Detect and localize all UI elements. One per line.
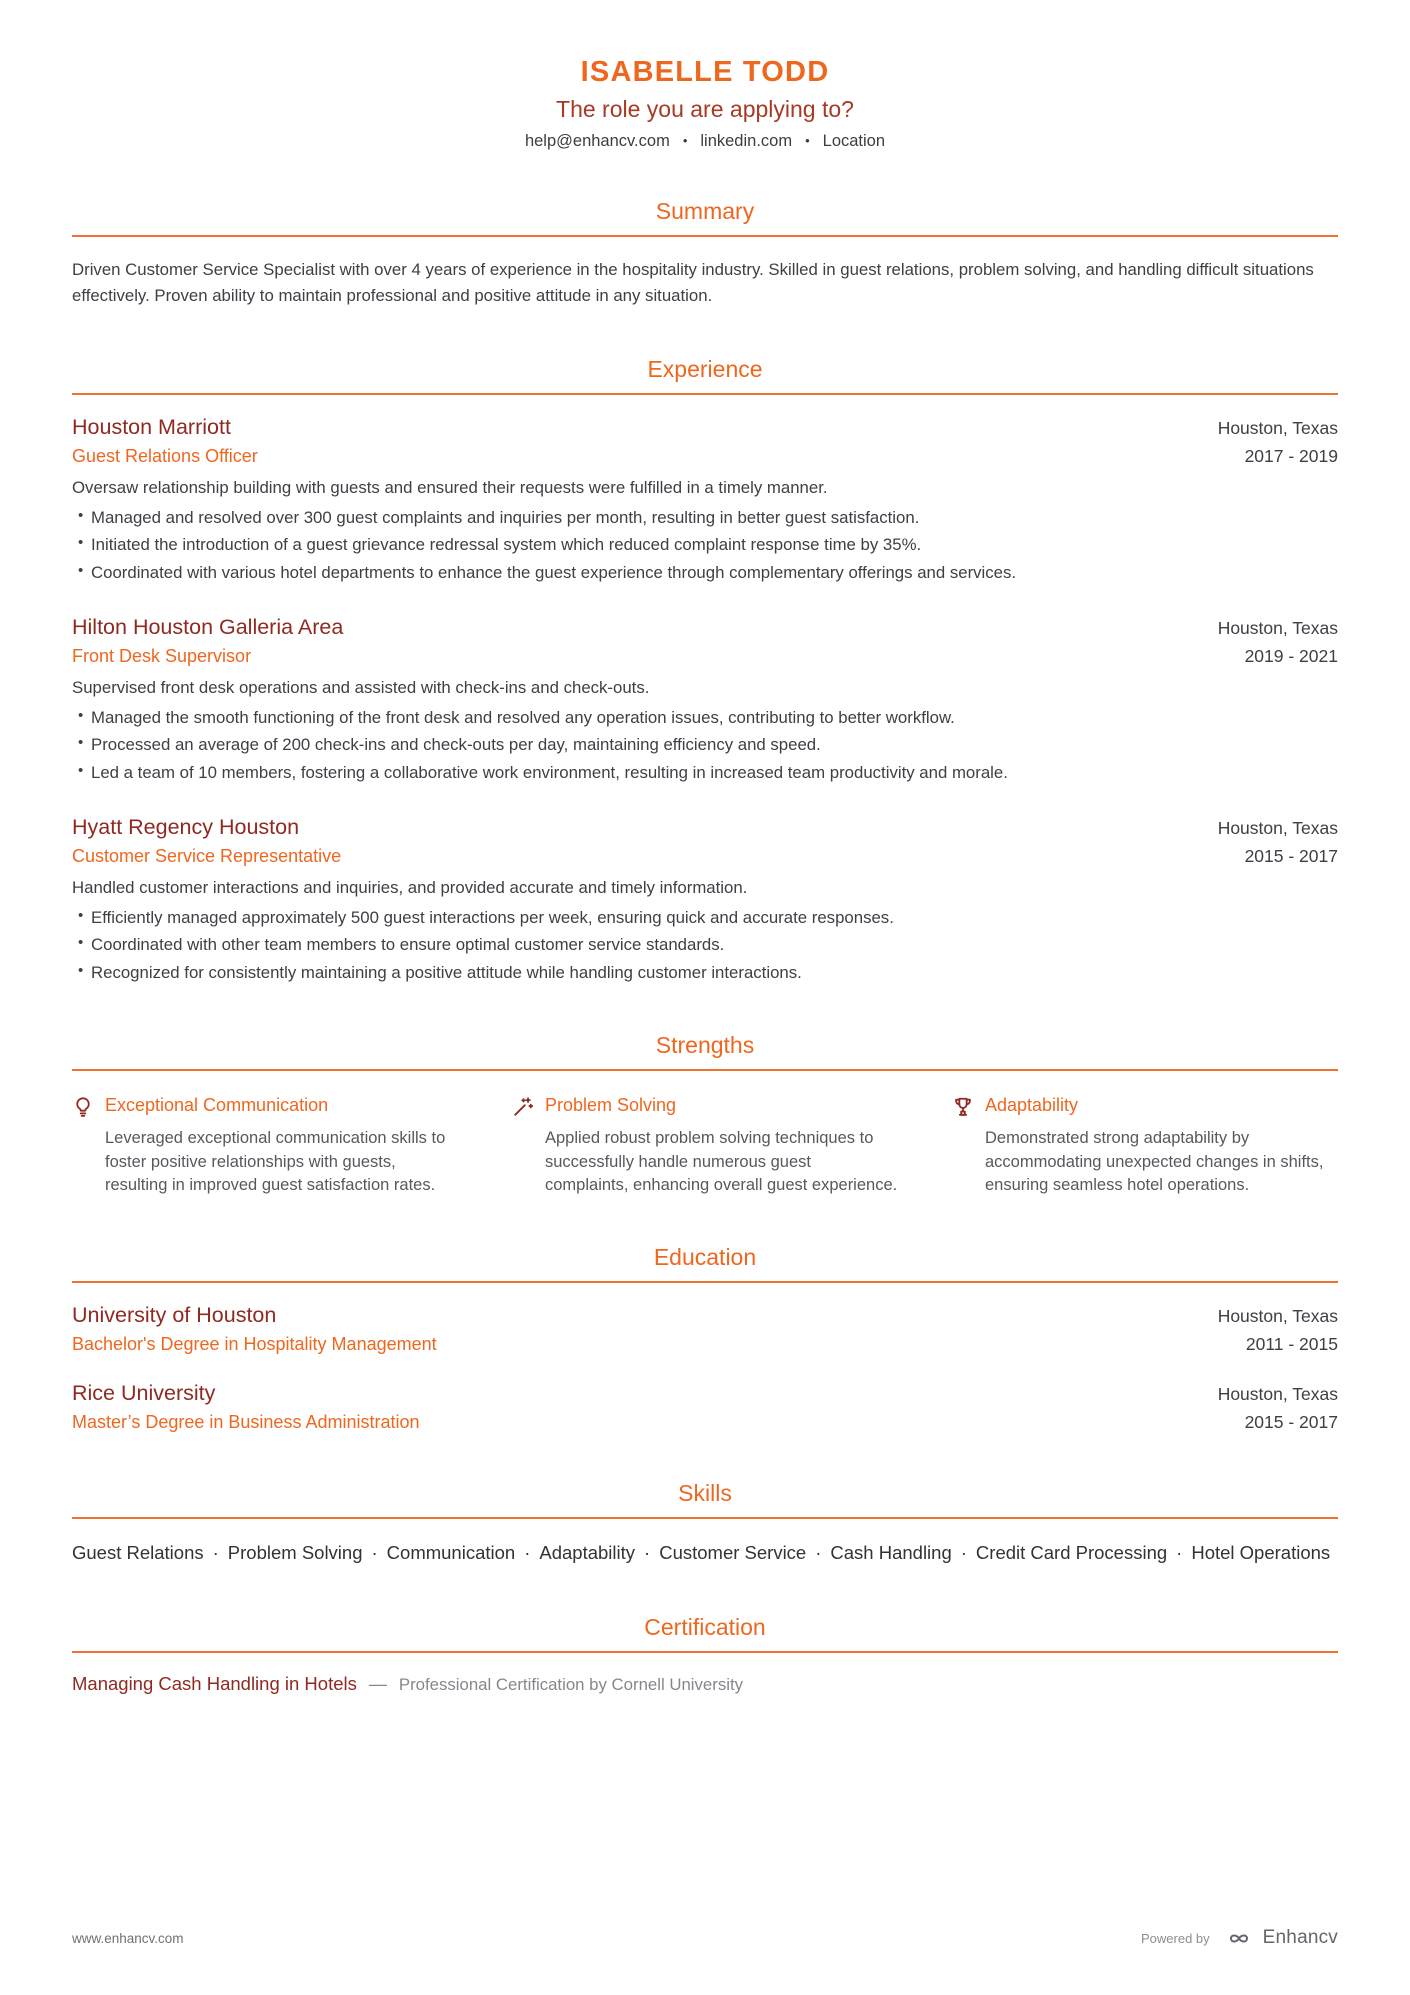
certification-section bbox=[72, 1614, 1338, 1695]
enhancv-brand[interactable] bbox=[1222, 1927, 1338, 1949]
contact-location: • Location bbox=[792, 132, 885, 151]
job-description: Handled customer interactions and inquiries, and provided accurate and timely information. bbox=[72, 878, 748, 898]
strength-item bbox=[952, 1095, 1338, 1197]
job-dates: 2015 - 2017 bbox=[1244, 846, 1338, 867]
school-dates: 2011 - 2015 bbox=[1245, 1334, 1338, 1355]
summary-section bbox=[72, 198, 1338, 309]
contact-line bbox=[72, 132, 1338, 151]
contact-email[interactable]: help@enhancv.com bbox=[524, 132, 670, 150]
job-bullet: • Managed the smooth functioning of the front desk and resolved any operation issues, contributing to better workflow. bbox=[72, 706, 1338, 730]
strength-name: Exceptional Communication bbox=[105, 1095, 329, 1116]
summary-text: Driven Customer Service Specialist with over 4 years of experience in the hospitality industry. Skilled in guest relations, problem solving, and handling difficult situations effectively. Proven ability to maintain professional and positive attitude in any situation. bbox=[72, 260, 1314, 306]
summary-title: Summary bbox=[72, 198, 1338, 237]
strengths-title: Strengths bbox=[72, 1032, 1338, 1071]
job-dates: 2019 - 2021 bbox=[1244, 646, 1338, 667]
certification-title: Certification bbox=[72, 1614, 1338, 1653]
skill-item: · Problem Solving bbox=[204, 1542, 363, 1563]
job-description: Supervised front desk operations and assisted with check-ins and check-outs. bbox=[72, 678, 650, 698]
education-section bbox=[72, 1244, 1338, 1433]
school-dates: 2015 - 2017 bbox=[1244, 1412, 1338, 1433]
job-bullet: • Coordinated with various hotel departments to enhance the guest experience through complementary offerings and services. bbox=[72, 561, 1338, 585]
school-location: Houston, Texas bbox=[1217, 1306, 1338, 1327]
education-entry bbox=[72, 1381, 1338, 1433]
footer-website-link[interactable]: www.enhancv.com bbox=[72, 1930, 184, 1946]
school-name: Rice University bbox=[72, 1381, 216, 1406]
skill-item: · Cash Handling bbox=[806, 1542, 952, 1563]
job-location: Houston, Texas bbox=[1217, 618, 1338, 639]
company-name: Houston Marriott bbox=[72, 415, 231, 440]
skill-item: · Credit Card Processing bbox=[952, 1542, 1167, 1563]
job-location: Houston, Texas bbox=[1217, 418, 1338, 439]
strength-item bbox=[512, 1095, 898, 1197]
skill-item: · Communication bbox=[363, 1542, 516, 1563]
experience-entry bbox=[72, 815, 1338, 985]
skill-item: · Adaptability bbox=[515, 1542, 635, 1563]
skills-title: Skills bbox=[72, 1480, 1338, 1519]
job-bullet: • Coordinated with other team members to ensure optimal customer service standards. bbox=[72, 933, 1338, 957]
skills-list bbox=[72, 1539, 1338, 1567]
candidate-name: ISABELLE TODD bbox=[580, 56, 830, 88]
contact-linkedin[interactable]: • linkedin.com bbox=[670, 132, 792, 151]
role-subtitle: The role you are applying to? bbox=[556, 96, 854, 122]
job-bullet: • Recognized for consistently maintaining a positive attitude while handling customer interactions. bbox=[72, 961, 1338, 985]
education-entry bbox=[72, 1303, 1338, 1355]
degree-name: Master’s Degree in Business Administration bbox=[72, 1412, 420, 1433]
school-location: Houston, Texas bbox=[1217, 1384, 1338, 1405]
resume-header bbox=[72, 0, 1338, 151]
certification-name: Managing Cash Handling in Hotels bbox=[72, 1673, 357, 1695]
skills-section bbox=[72, 1480, 1338, 1567]
education-title: Education bbox=[72, 1244, 1338, 1283]
company-name: Hilton Houston Galleria Area bbox=[72, 615, 344, 640]
skill-item: · Hotel Operations bbox=[1167, 1542, 1330, 1563]
lightbulb-icon bbox=[72, 1096, 94, 1118]
strength-text: Leveraged exceptional communication skills to foster positive relationships with guests, resulting in improved guest satisfaction rates. bbox=[105, 1129, 446, 1194]
trophy-icon bbox=[952, 1096, 974, 1118]
strength-text: Applied robust problem solving techniques to successfully handle numerous guest complaints, enhancing overall guest experience. bbox=[545, 1129, 898, 1194]
strength-name: Problem Solving bbox=[545, 1095, 677, 1116]
job-bullet: • Led a team of 10 members, fostering a collaborative work environment, resulting in increased team productivity and morale. bbox=[72, 761, 1338, 785]
job-bullet: • Managed and resolved over 300 guest complaints and inquiries per month, resulting in better guest satisfaction. bbox=[72, 506, 1338, 530]
job-bullet: • Initiated the introduction of a guest grievance redressal system which reduced complaint response time by 35%. bbox=[72, 533, 1338, 557]
experience-entry bbox=[72, 615, 1338, 785]
job-bullets bbox=[72, 506, 1338, 585]
certification-entry bbox=[72, 1673, 1338, 1695]
degree-name: Bachelor's Degree in Hospitality Management bbox=[72, 1334, 437, 1355]
school-name: University of Houston bbox=[72, 1303, 277, 1328]
page-footer bbox=[0, 1887, 1410, 1995]
experience-entry bbox=[72, 415, 1338, 585]
job-dates: 2017 - 2019 bbox=[1244, 446, 1338, 467]
experience-section bbox=[72, 356, 1338, 985]
job-bullets bbox=[72, 906, 1338, 985]
magic-wand-icon bbox=[512, 1096, 534, 1118]
job-location: Houston, Texas bbox=[1217, 818, 1338, 839]
enhancv-logo-icon bbox=[1222, 1928, 1256, 1949]
job-bullet: • Efficiently managed approximately 500 guest interactions per week, ensuring quick and accurate responses. bbox=[72, 906, 1338, 930]
job-description: Oversaw relationship building with guests and ensured their requests were fulfilled in a timely manner. bbox=[72, 478, 828, 498]
powered-by-label: Powered by bbox=[1141, 1930, 1210, 1946]
certification-dash: — bbox=[368, 1674, 387, 1695]
enhancv-brand-name: Enhancv bbox=[1262, 1927, 1338, 1948]
skill-item: · Customer Service bbox=[635, 1542, 806, 1563]
job-title: Guest Relations Officer bbox=[72, 446, 258, 467]
certification-detail: Professional Certification by Cornell University bbox=[398, 1675, 744, 1695]
strength-name: Adaptability bbox=[985, 1095, 1079, 1116]
strengths-section bbox=[72, 1032, 1338, 1197]
job-title: Customer Service Representative bbox=[72, 846, 342, 867]
job-bullet: • Processed an average of 200 check-ins and check-outs per day, maintaining efficiency and speed. bbox=[72, 733, 1338, 757]
skill-item: Guest Relations bbox=[72, 1542, 204, 1564]
strength-item bbox=[72, 1095, 458, 1197]
experience-title: Experience bbox=[72, 356, 1338, 395]
job-bullets bbox=[72, 706, 1338, 785]
company-name: Hyatt Regency Houston bbox=[72, 815, 300, 840]
job-title: Front Desk Supervisor bbox=[72, 646, 252, 667]
strength-text: Demonstrated strong adaptability by accommodating unexpected changes in shifts, ensuring seamless hotel operations. bbox=[985, 1129, 1324, 1194]
